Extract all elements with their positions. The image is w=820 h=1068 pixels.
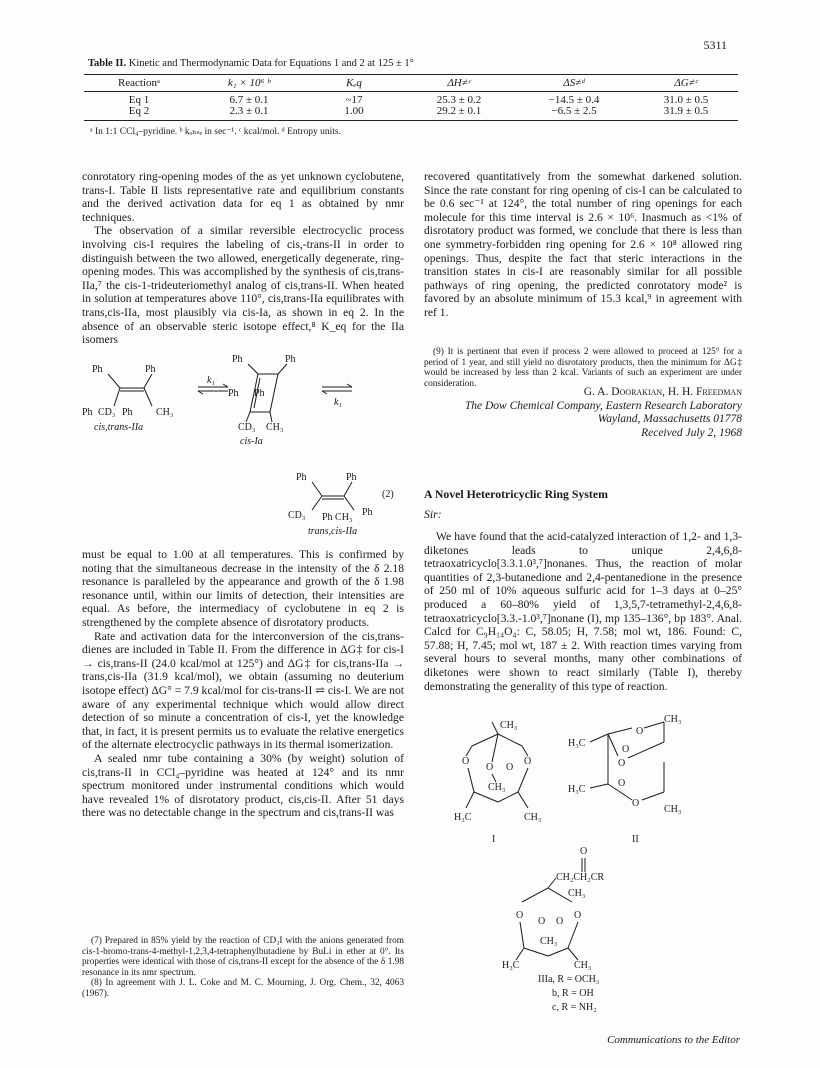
footnote: (9) It is pertinent that even if process 2 were allowed to proceed at 125° for a period of 1 year, and still yield no disrotatory products, then the minimum for ΔG‡ would be increased by less than 2 kcal. Variants of such an experiment are under consideration.: [424, 347, 742, 389]
svg-text:O: O: [556, 916, 564, 927]
paragraph: The observation of a similar reversible electrocyclic process involving cis-I requires the labeling of cis,-trans-II in order to distinguish between the two allowed, energetically degenerate, ring-opening modes. This was accomplished by the synthesis of cis,trans-IIa,⁷ the cis-1-trideuteriomethyl analog of cis,trans-II. When heated in solution at temperatures above 110°, cis,trans-IIa equilibrates with trans,cis-IIa, most plausibly via cis-Ia, as shown in eq 2. In the absence of an observable steric isotope effect,⁸ K_eq for the IIa isomers: [82, 224, 404, 347]
rate-constant-label: k₁: [334, 397, 342, 408]
side-chain-label: CH₂CH₂CR: [556, 872, 605, 883]
label-cis-ia: cis-Ia: [240, 436, 263, 447]
table-cell: 6.7 ± 0.1: [229, 94, 269, 106]
right-column-top: [424, 170, 742, 320]
svg-text:Ph: Ph: [82, 407, 93, 418]
svg-text:Ph: Ph: [228, 388, 239, 399]
table-cell: 2.3 ± 0.1: [194, 106, 304, 121]
table-caption: [88, 58, 414, 69]
svg-text:CH₃: CH₃: [664, 714, 682, 725]
svg-text:O: O: [574, 910, 582, 921]
page-number: 5311: [703, 38, 727, 52]
table-header: Kₑq: [304, 75, 404, 92]
label-trans-cis-iia: trans,cis-IIa: [308, 526, 358, 537]
svg-text:Ph: Ph: [362, 507, 373, 518]
reaction-scheme-eq2: [82, 350, 412, 550]
table-cell: 31.0 ± 0.5: [663, 94, 709, 106]
journal-footer: Communications to the Editor: [607, 1034, 740, 1046]
affiliation-line: Wayland, Massachusetts 01778: [597, 413, 742, 425]
svg-text:CH₃: CH₃: [524, 812, 542, 823]
table-cell: 25.3 ± 0.2: [436, 94, 482, 106]
label-structure-ii: II: [632, 834, 639, 845]
svg-text:H₃C: H₃C: [568, 784, 586, 795]
table-header: ΔH≠ᶜ: [404, 75, 514, 92]
svg-text:O: O: [486, 762, 494, 773]
left-footnotes: [82, 936, 404, 1000]
svg-text:O: O: [636, 726, 644, 737]
right-footnotes: [424, 347, 742, 389]
paragraph: A sealed nmr tube containing a 30% (by weight) solution of cis,trans-II in CCl₄–pyridine was heated at 124° and its nmr spectrum monitored under instrumental conditions which would have revealed 1% of disrotatory product, cis,cis-II. After 51 days there was no detectable change in the spectrum and cis,trans-II was: [82, 751, 404, 820]
affiliation-line: The Dow Chemical Company, Eastern Research Laboratory: [464, 399, 742, 412]
svg-text:CH₃: CH₃: [574, 960, 592, 971]
table-header: ΔS≠ᵈ: [514, 75, 634, 92]
svg-text:Ph: Ph: [122, 407, 133, 418]
paragraph: Rate and activation data for the interconversion of the cis,trans-dienes are included in Table II. From the difference in ΔG‡ for cis-I → cis,trans-II (24.0 kcal/mol at 125°) and ΔG‡ for cis,trans-IIa → trans,cis-IIa (31.9 kcal/mol), we obtain (assuming no deuterium isotope effect) ΔG° = 7.9 kcal/mol for cis-trans-II ⇌ cis-I. We are not aware of any experimental technique which would allow direct detection of so minute a concentration of cis-I, yet the knowledge that, in fact, it is present permits us to evaluate the relative energetics of the alternate electrocyclic pathways in its thermal isomerization.: [82, 629, 404, 752]
table-cell: −6.5 ± 2.5: [514, 106, 634, 121]
table-header-row: [84, 75, 738, 92]
table-cell: 1.00: [304, 106, 404, 121]
svg-text:O: O: [516, 910, 524, 921]
paragraph: recovered quantitatively from the somewhat darkened solution. Since the rate constant for ring opening of cis-I can be calculated to be 0.6 sec⁻¹ at 124°, the total number of ring openings for each molecule for this time interval is 2.6 × 10⁶. Inasmuch as <1% of disrotatory product was formed, we conclude that there is less than one symmetry-forbidden ring opening for 2.6 × 10⁸ allowed ring openings. Thus, despite the fact that steric interactions in the transition states in cis-I are reasonably similar for all possible pathways of ring opening, the predicted conrotatory mode² is favored by an absolute minimum of 15.3 kcal,⁹ in agreement with ref 1.: [424, 170, 742, 319]
left-column-bottom: [82, 548, 404, 820]
diene-structure: [82, 364, 173, 418]
svg-text:CD₃: CD₃: [98, 407, 116, 418]
structure-ii: [568, 714, 681, 815]
table-cell: ~17: [345, 94, 363, 106]
rate-constant-label: k₁: [207, 375, 215, 386]
svg-text:CH₃: CH₃: [664, 804, 682, 815]
footnote: (8) In agreement with J. L. Coke and M. C. Mourning, J. Org. Chem., 32, 4063 (1967).: [82, 978, 404, 999]
table-header: ΔG≠ᶜ: [634, 75, 738, 92]
svg-text:H₃C: H₃C: [568, 738, 586, 749]
table-header: Reactionᵃ: [84, 75, 194, 92]
svg-text:Ph: Ph: [92, 364, 103, 375]
table-caption-label: Table II.: [88, 58, 127, 69]
label-iiia: IIIa, R = OCH₃: [538, 974, 600, 985]
equation-number: (2): [382, 489, 394, 500]
svg-text:CD₃: CD₃: [288, 510, 306, 521]
equilibrium-arrow: [198, 375, 228, 394]
tricyclic-structures: [452, 712, 742, 1022]
svg-text:Ph: Ph: [285, 354, 296, 365]
paragraph: conrotatory ring-opening modes of the as yet unknown cyclobutene, trans-I. Table II lists representative rate and equilibrium constants and the derived activation data for eq 1 as obtained by nmr techniques.: [82, 170, 404, 224]
table-cell: 31.9 ± 0.5: [634, 106, 738, 121]
svg-text:H₃C: H₃C: [502, 960, 520, 971]
svg-text:Ph: Ph: [346, 472, 357, 483]
table-header: k₁ × 10⁶ ᵇ: [194, 75, 304, 92]
table-cell: −14.5 ± 0.4: [548, 94, 600, 106]
author-signature: [424, 386, 742, 440]
label-iiib: b, R = OH: [552, 988, 594, 999]
svg-text:CH₃: CH₃: [540, 936, 558, 947]
table-cell: 29.2 ± 0.1: [404, 106, 514, 121]
table-cell: Eq 2: [84, 106, 194, 121]
label-iiic: c, R = NH₂: [552, 1002, 597, 1013]
svg-text:O: O: [462, 756, 470, 767]
svg-text:Ph: Ph: [296, 472, 307, 483]
svg-text:O: O: [622, 744, 630, 755]
svg-text:O: O: [580, 846, 588, 857]
svg-text:H₃C: H₃C: [454, 812, 472, 823]
svg-text:CD₃: CD₃: [238, 422, 256, 433]
paragraph: must be equal to 1.00 at all temperatures. This is confirmed by noting that the simultaneous decrease in the intensity of the δ 2.18 resonance is paralleled by the appearance and growth of the δ 1.98 resonance until, within our limits of detection, their intensities are equal. As before, the intermediacy of cyclobutene in eq 2 is strengthened by the complete absence of disrotatory products.: [82, 548, 404, 629]
svg-text:CH₃: CH₃: [500, 720, 518, 731]
label-structure-i: I: [492, 834, 496, 845]
structure-i: [454, 720, 541, 823]
salutation: Sir:: [424, 506, 442, 521]
structure-iii: [502, 846, 604, 971]
left-column-top: [82, 170, 404, 347]
svg-text:O: O: [506, 762, 514, 773]
table-row: [84, 92, 738, 107]
kinetic-data-table: [84, 74, 738, 121]
svg-text:O: O: [632, 798, 640, 809]
svg-text:CH₃: CH₃: [266, 422, 284, 433]
svg-text:CH₃: CH₃: [488, 782, 506, 793]
author-names: G. A. Doorakian, H. H. Freedman: [583, 386, 742, 398]
equilibrium-arrow: [322, 384, 352, 408]
table-footnote: ᵃ In 1:1 CCl₄–pyridine. ᵇ kₒₕₛₑ in sec⁻¹. ᶜ kcal/mol. ᵈ Entropy units.: [90, 127, 341, 137]
svg-text:CH₃: CH₃: [568, 888, 586, 899]
svg-text:CH₃: CH₃: [156, 407, 174, 418]
svg-text:Ph: Ph: [145, 364, 156, 375]
footnote: (7) Prepared in 85% yield by the reaction of CD₃I with the anions generated from cis-1-bromo-trans-4-methyl-1,2,3,4-tetraphenylbutadiene by BuLi in ether at 0°. Its properties were identical with those of cis,trans-II except for the absence of the δ 1.98 resonance in its nmr spectrum.: [82, 936, 404, 978]
svg-text:Ph: Ph: [254, 388, 265, 399]
table-caption-text: Kinetic and Thermodynamic Data for Equations 1 and 2 at 125 ± 1°: [128, 58, 414, 69]
label-cis-trans-iia: cis,trans-IIa: [94, 422, 144, 433]
svg-text:O: O: [618, 758, 626, 769]
svg-text:O: O: [524, 756, 532, 767]
svg-text:Ph CH₃: Ph CH₃: [322, 512, 353, 523]
paragraph: We have found that the acid-catalyzed interaction of 1,2- and 1,3-diketones leads to unique 2,4,6,8-tetraoxatricyclo[3.3.1.0³,⁷]nonanes. Thus, the reaction of molar quantities of 2,3-butanedione and 2,4-pentanedione in the presence of 250 ml of 10% aqueous sulfuric acid for 1–3 days at 0–25° produced a 60–80% yield of 1,3,5,7-tetramethyl-2,4,6,8-tetraoxatricyclo[3.3.-1.0³,⁷]nonane (I), mp 135–136°, bp 183°. Anal. Calcd for C₉H₁₄O₄: C, 58.05; H, 7.58; mol wt, 186. Found: C, 57.88; H, 7.45; mol wt, 187 ± 2. With reaction times varying from several hours to several months, many other combinations of diketones were shown to react similarly (Table I), thereby demonstrating the generality of this type of reaction.: [424, 530, 742, 693]
communication-heading-block: [424, 488, 742, 521]
table-row: [84, 106, 738, 121]
table-cell: Eq 1: [128, 94, 150, 106]
svg-text:O: O: [618, 778, 626, 789]
received-date: Received July 2, 1968: [641, 426, 742, 439]
svg-text:Ph: Ph: [232, 354, 243, 365]
communication-heading: A Novel Heterotricyclic Ring System: [424, 487, 608, 501]
cyclobutene-structure: [228, 354, 296, 433]
diene-structure: [288, 472, 373, 523]
right-column-body: [424, 530, 742, 693]
svg-text:O: O: [538, 916, 546, 927]
